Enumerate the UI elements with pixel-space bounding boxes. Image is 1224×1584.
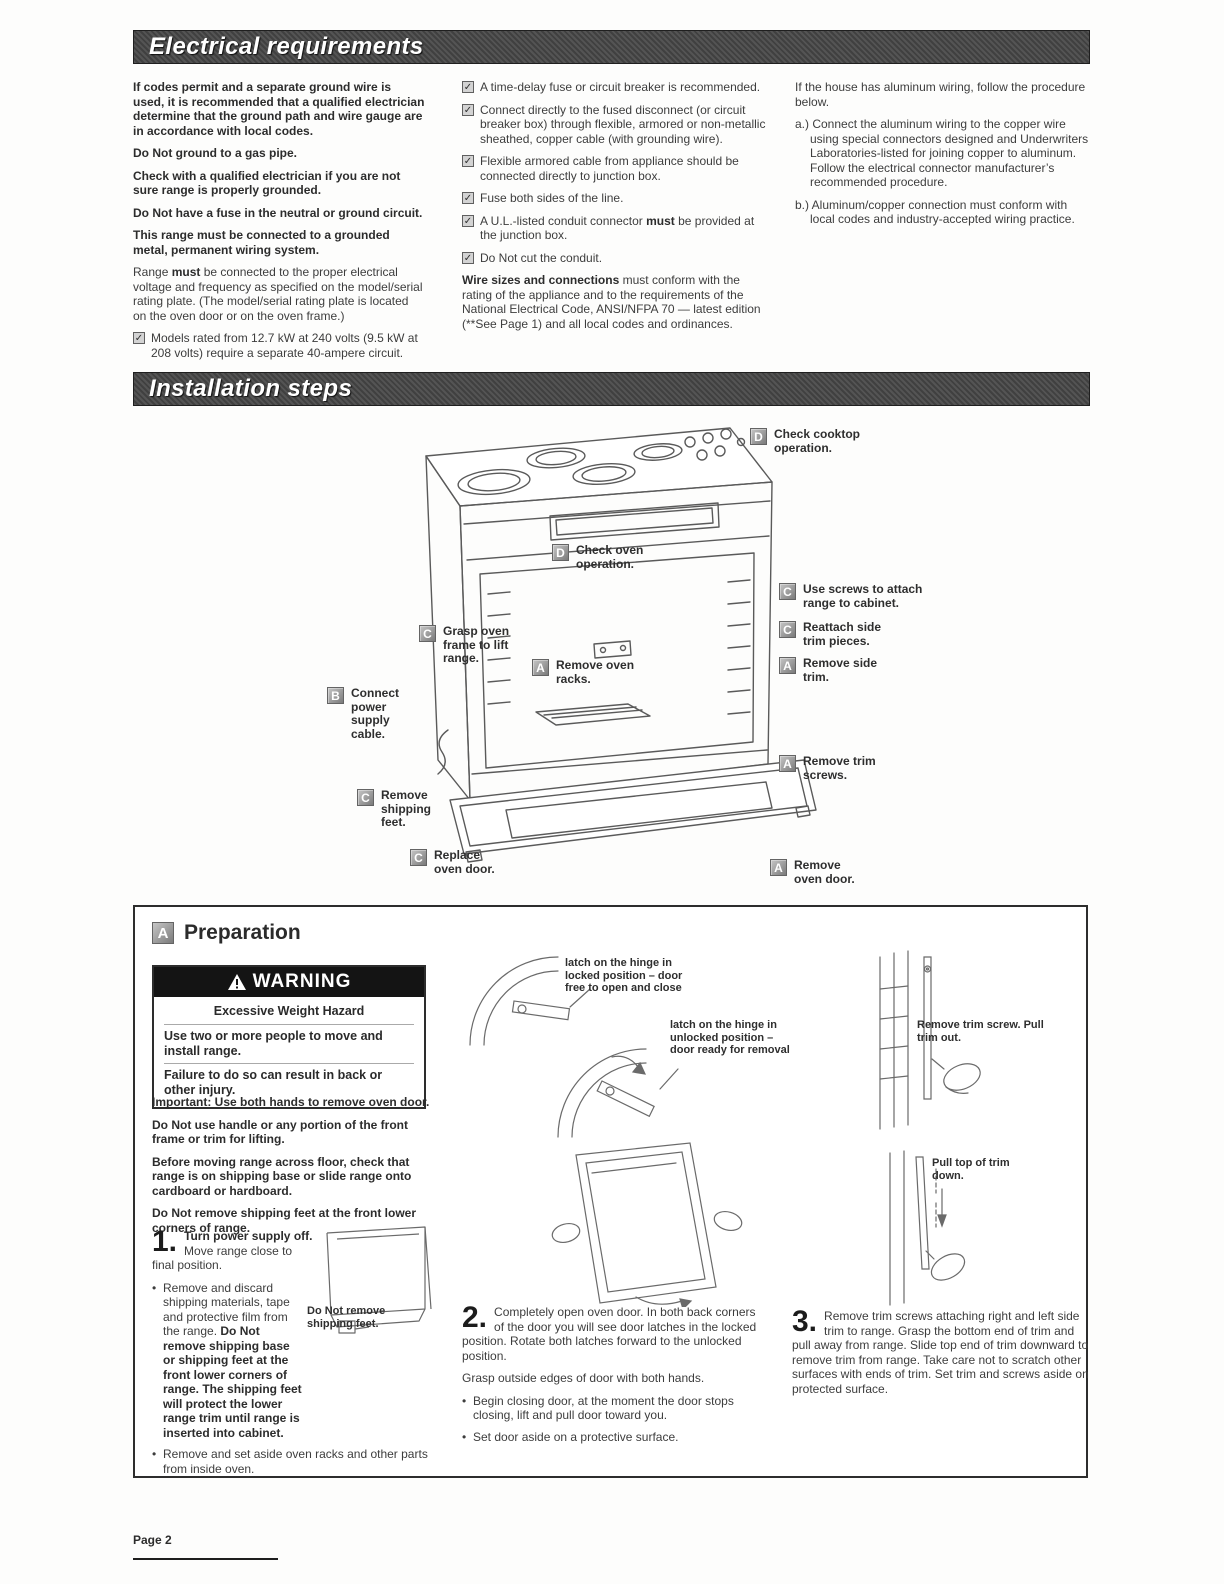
callout-letter-badge: C — [419, 625, 436, 642]
warning-body — [154, 997, 424, 1107]
callout-letter-badge: A — [779, 657, 796, 674]
checkbox-icon: ✓ — [463, 193, 473, 204]
installation-section-title: Installation steps — [149, 375, 353, 402]
diagram-callout — [532, 659, 642, 686]
callout-label: Check oven operation. — [576, 543, 644, 571]
checkbox-icon: ✓ — [463, 82, 473, 93]
warning-header-text: WARNING — [252, 971, 352, 992]
paragraph: Grasp outside edges of door with both hands. — [462, 1371, 705, 1385]
diagram-callout — [552, 544, 667, 571]
step-number: 3. — [792, 1305, 818, 1338]
figure-shipping-feet — [307, 1225, 442, 1350]
bullet-item: • Remove and set aside oven racks and other parts from inside oven. — [152, 1447, 437, 1476]
paragraph: Do Not ground to a gas pipe. — [133, 146, 297, 160]
paragraph: Do Not use handle or any portion of the front frame or trim for lifting. — [152, 1117, 408, 1146]
callout-label: Remove shipping feet. — [381, 788, 431, 829]
checklist-text: A time-delay fuse or circuit breaker is recommended. — [480, 80, 761, 94]
step-3 — [792, 1305, 1092, 1404]
checklist-text: Models rated from 12.7 kW at 240 volts (9.5 kW at 208 volts) require a separate 40-ampere circuit. — [151, 331, 418, 360]
electrical-column-3 — [795, 80, 1091, 235]
paragraph: Important: Use both hands to remove oven door. — [152, 1095, 430, 1109]
diagram-callout — [779, 657, 879, 684]
paragraph: This range must be connected to a grounded metal, permanent wiring system. — [133, 228, 390, 257]
callout-letter-badge: C — [779, 621, 796, 638]
paragraph: Check with a qualified electrician if you are not sure range is properly grounded. — [133, 168, 401, 197]
callout-letter-badge: C — [410, 849, 427, 866]
callout-label: Replace oven door. — [434, 848, 495, 876]
step-lead: Turn power supply off. Move range close to final position. — [152, 1229, 313, 1272]
callout-letter-badge: D — [552, 544, 569, 561]
bullet-item: • Set door aside on a protective surface. — [462, 1430, 767, 1445]
diagram-callout — [419, 625, 524, 666]
electrical-column-2 — [462, 80, 770, 339]
paragraph: If codes permit and a separate ground wire is used, it is recommended that a qualified electrician determine that the ground path and wire gauge are in accordance with local codes. — [133, 80, 425, 138]
checkbox-icon: ✓ — [463, 156, 473, 167]
paragraph: Before moving range across floor, check that range is on shipping base or slide range onto cardboard or hardboard. — [152, 1154, 412, 1198]
checklist-item — [462, 191, 770, 206]
trim-screw-illustration — [850, 947, 1090, 1142]
bullet-item: • Remove and discard shipping materials, tape and protective film from the range. Do Not remove shipping base or shipping feet at the front lower corners of range. The shipping feet will protect the lower range trim until range is inserted into cabinet. — [152, 1281, 304, 1441]
callout-letter-badge: C — [779, 583, 796, 600]
figure-oven-door — [540, 1137, 775, 1307]
page-number: Page 2 — [133, 1533, 172, 1547]
checklist-item — [462, 103, 770, 147]
diagram-callout — [779, 755, 894, 782]
warning-line: Use two or more people to move and install range. — [164, 1024, 414, 1059]
section-banner-installation — [133, 372, 1090, 406]
figure-caption: Pull top of trim down. — [932, 1157, 1010, 1182]
shipping-feet-illustration — [307, 1225, 442, 1350]
warning-line: Excessive Weight Hazard — [213, 1004, 365, 1018]
callout-label: Remove oven racks. — [556, 658, 635, 686]
callout-label: Check cooktop operation. — [774, 427, 861, 455]
paragraph: If the house has aluminum wiring, follow the procedure below. — [795, 80, 1086, 109]
electrical-section-title: Electrical requirements — [149, 33, 424, 60]
diagram-callout — [779, 621, 904, 648]
preparation-title: Preparation — [184, 921, 301, 944]
warning-header — [154, 967, 424, 997]
callout-label: Grasp oven frame to lift range. — [443, 624, 510, 665]
callout-label: Reattach side trim pieces. — [803, 620, 882, 648]
checklist-item — [462, 251, 770, 266]
checklist-text: Fuse both sides of the line. — [480, 191, 624, 205]
paragraph: Wire sizes and connections must conform with the rating of the appliance and to the requirements of the National Electrical Code, ANSI/NFPA 70 — latest edition (**See Page 1) and all local codes and ordinances. — [462, 273, 761, 331]
step-2 — [462, 1301, 767, 1451]
preparation-section — [133, 905, 1088, 1478]
callout-letter-badge: B — [327, 687, 344, 704]
diagram-callout — [770, 859, 870, 886]
step-lead: Completely open oven door. In both back corners of the door you will see door latches in the locked position. Rotate both latches forward to the unlocked position. — [462, 1305, 757, 1363]
paragraph: Do Not have a fuse in the neutral or ground circuit. — [133, 205, 423, 220]
checklist-item — [133, 331, 425, 360]
checkbox-icon: ✓ — [463, 215, 473, 227]
oven-door-illustration — [540, 1137, 775, 1307]
paragraph: a.) Connect the aluminum wiring to the copper wire using special connectors designed and Underwriters Laboratories-listed for joining copper to aluminum. Follow the electrical connector manufacturer’s recommended procedure. — [795, 117, 1089, 189]
checklist-text: Flexible armored cable from appliance should be connected directly to junction box. — [480, 154, 739, 183]
diagram-callout — [327, 687, 407, 741]
figure-caption: Remove trim screw. Pull trim out. — [917, 1019, 1044, 1044]
warning-line: Failure to do so can result in back or other injury. — [164, 1063, 414, 1098]
checklist-text: A U.L.-listed conduit connector must be provided at the junction box. — [480, 213, 755, 242]
callout-letter-badge: D — [750, 428, 767, 445]
electrical-column-1 — [133, 80, 425, 368]
callout-label: Remove trim screws. — [803, 754, 876, 782]
checklist-item — [462, 80, 770, 95]
checkbox-icon: ✓ — [463, 252, 473, 264]
step-lead: Remove trim screws attaching right and left side trim to range. Grasp the bottom end of trim and pull away from range. Slide top end of trim downward to remove trim from range. Take care not to scratch other surfaces with ends of trim. Set trim and screws aside on protected surface. — [792, 1309, 1089, 1396]
footer-rule — [133, 1558, 278, 1560]
diagram-callout — [357, 789, 447, 830]
figure-trim-screw — [850, 947, 1090, 1142]
preparation-intro — [152, 1095, 440, 1243]
paragraph: b.) Aluminum/copper connection must conform with local codes and industry-accepted wiring practice. — [795, 197, 1075, 226]
diagram-callout — [750, 428, 870, 455]
paragraph: Do Not remove shipping feet at the front lower corners of range. — [152, 1206, 417, 1235]
callout-letter-badge: C — [357, 789, 374, 806]
step-bullets — [462, 1394, 767, 1445]
checkbox-icon: ✓ — [463, 104, 473, 116]
checklist-item — [462, 154, 770, 183]
warning-triangle-icon — [227, 973, 247, 991]
checklist-item — [462, 214, 770, 243]
step-number: 2. — [462, 1301, 488, 1334]
figure-caption: Do Not remove shipping feet. — [307, 1305, 386, 1330]
callout-label: Remove oven door. — [794, 858, 855, 886]
paragraph: Range must be connected to the proper electrical voltage and frequency as specified on the model/serial rating plate. (The model/serial rating plate is located on the oven door or on the oven frame.) — [133, 265, 423, 323]
bullet-item: • Begin closing door, at the moment the door stops closing, lift and pull door toward you. — [462, 1394, 767, 1423]
callout-letter-badge: A — [770, 859, 787, 876]
figure-caption: latch on the hinge in unlocked position – door ready for removal — [670, 1019, 790, 1056]
section-letter-badge: A — [152, 922, 174, 944]
diagram-callout — [779, 583, 929, 610]
step-number: 1. — [152, 1225, 178, 1258]
callout-letter-badge: A — [532, 659, 549, 676]
section-banner-electrical — [133, 30, 1090, 64]
diagram-callout — [410, 849, 505, 876]
checklist-text: Connect directly to the fused disconnect (or circuit breaker box) through flexible, armored or non-metallic sheathed, copper cable (with grounding wire). — [480, 102, 766, 146]
callout-label: Connect power supply cable. — [351, 686, 399, 741]
checkbox-icon: ✓ — [134, 333, 144, 344]
callout-letter-badge: A — [779, 755, 796, 772]
checklist-text: Do Not cut the conduit. — [480, 250, 603, 265]
callout-label: Use screws to attach range to cabinet. — [803, 582, 923, 610]
figure-caption: latch on the hinge in locked position – door free to open and close — [565, 957, 683, 994]
warning-box — [152, 965, 426, 1109]
callout-label: Remove side trim. — [803, 656, 878, 684]
